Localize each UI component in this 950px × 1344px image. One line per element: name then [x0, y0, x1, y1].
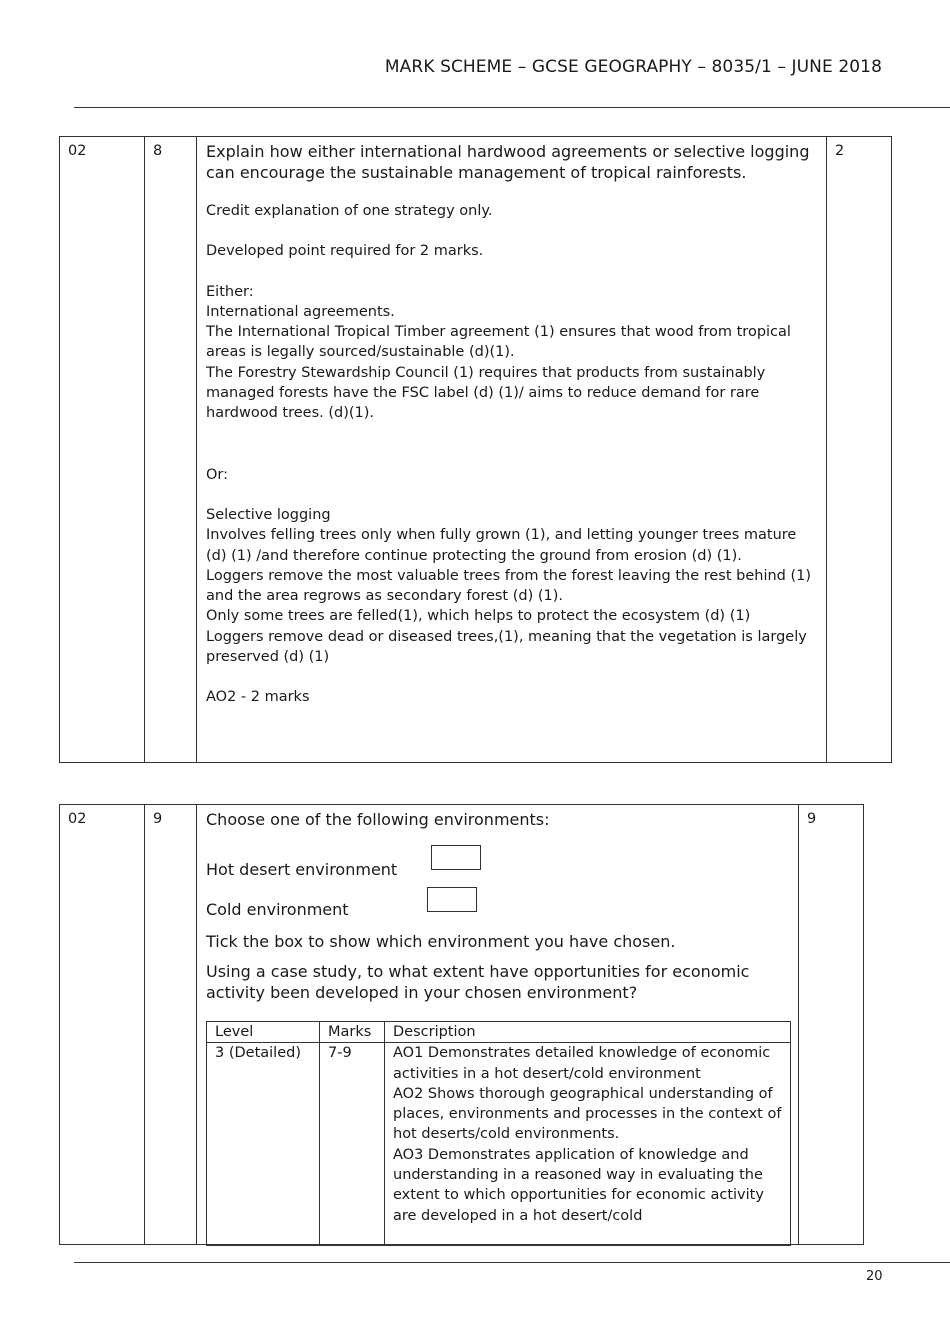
selective-heading: Selective logging: [206, 506, 331, 523]
page-header-title: MARK SCHEME – GCSE GEOGRAPHY – 8035/1 – JUNE 2018: [384, 57, 882, 77]
question-number-cell: [60, 805, 144, 1244]
either-label: Either:: [206, 283, 254, 300]
header-rule: [74, 107, 950, 108]
selective-line-2: Loggers remove the most valuable trees from the forest leaving the rest behind (1) and the area regrows as secondary forest (d) (1).: [206, 567, 812, 605]
question-content-cell: [196, 137, 826, 762]
table-row: [207, 1043, 791, 1246]
description-ao1: AO1 Demonstrates detailed knowledge of economic activities in a hot desert/cold environment: [393, 1045, 771, 1082]
developed-note: Developed point required for 2 marks.: [206, 243, 484, 260]
description-ao3: AO3 Demonstrates application of knowledge and understanding in a reasoned way in evaluating the extent to which opportunities for economic activity are developed in a hot desert/cold: [393, 1146, 764, 1224]
levels-header-row: [207, 1022, 791, 1043]
question-number: 02: [68, 143, 87, 159]
selective-line-4: Loggers remove dead or diseased trees,(1), meaning that the vegetation is largely preserved (d) (1): [206, 628, 807, 666]
level-cell: 3 (Detailed): [207, 1043, 320, 1246]
marks-header: Marks: [320, 1022, 385, 1043]
intl-heading: International agreements.: [206, 303, 395, 320]
selective-line-1: Involves felling trees only when fully grown (1), and letting younger trees mature (d) (1) /and therefore continue protecting the ground from erosion (d) (1).: [206, 527, 797, 564]
question-part-cell: [144, 137, 196, 762]
case-study-question: Using a case study, to what extent have opportunities for economic activity been developed in your chosen environment?: [206, 962, 750, 1002]
marks-cell: [826, 137, 891, 762]
question-number-cell: [60, 137, 144, 762]
credit-note: Credit explanation of one strategy only.: [206, 203, 493, 219]
level-header: Level: [207, 1022, 320, 1043]
hot-desert-label: Hot desert environment: [206, 859, 398, 879]
hot-desert-checkbox[interactable]: [431, 845, 481, 870]
selective-line-3: Only some trees are felled(1), which helps to protect the ecosystem (d) (1): [206, 608, 751, 625]
or-label: Or:: [206, 466, 229, 483]
assessment-objective: AO2 - 2 marks: [206, 689, 310, 706]
question-9-table: [59, 804, 864, 1245]
intl-line-1: The International Tropical Timber agreement (1) ensures that wood from tropical areas is legally sourced/sustainable (d)(1).: [206, 324, 791, 361]
question-part: 8: [153, 143, 163, 159]
description-ao2: AO2 Shows thorough geographical understanding of places, environments and processes in the context of hot deserts/cold environments.: [393, 1085, 782, 1143]
question-number: 02: [68, 811, 87, 827]
description-cell: [385, 1043, 791, 1246]
page-number: 20: [866, 1269, 883, 1284]
marks-range-cell: 7-9: [320, 1043, 385, 1246]
cold-environment-label: Cold environment: [206, 900, 349, 919]
question-marks: 9: [807, 811, 817, 827]
marks-cell: [798, 805, 863, 1244]
intl-line-2: The Forestry Stewardship Council (1) requires that products from sustainably managed forests have the FSC label (d) (1)/ aims to reduce demand for rare hardwood trees. (d)(1).: [206, 364, 766, 422]
cold-environment-checkbox[interactable]: [427, 887, 477, 912]
question-part-cell: [144, 805, 196, 1244]
question-content-cell: [196, 805, 798, 1244]
description-header: Description: [385, 1022, 791, 1043]
question-part: 9: [153, 811, 163, 827]
question-8-table: [59, 136, 892, 763]
tick-instruction: Tick the box to show which environment you have chosen.: [206, 931, 676, 951]
question-marks: 2: [835, 143, 845, 159]
choose-instruction: Choose one of the following environments:: [206, 810, 550, 829]
footer-rule: [74, 1262, 950, 1263]
question-text: Explain how either international hardwood agreements or selective logging can encourage the sustainable management of tropical rainforests.: [206, 142, 810, 182]
levels-table: [206, 1021, 791, 1246]
